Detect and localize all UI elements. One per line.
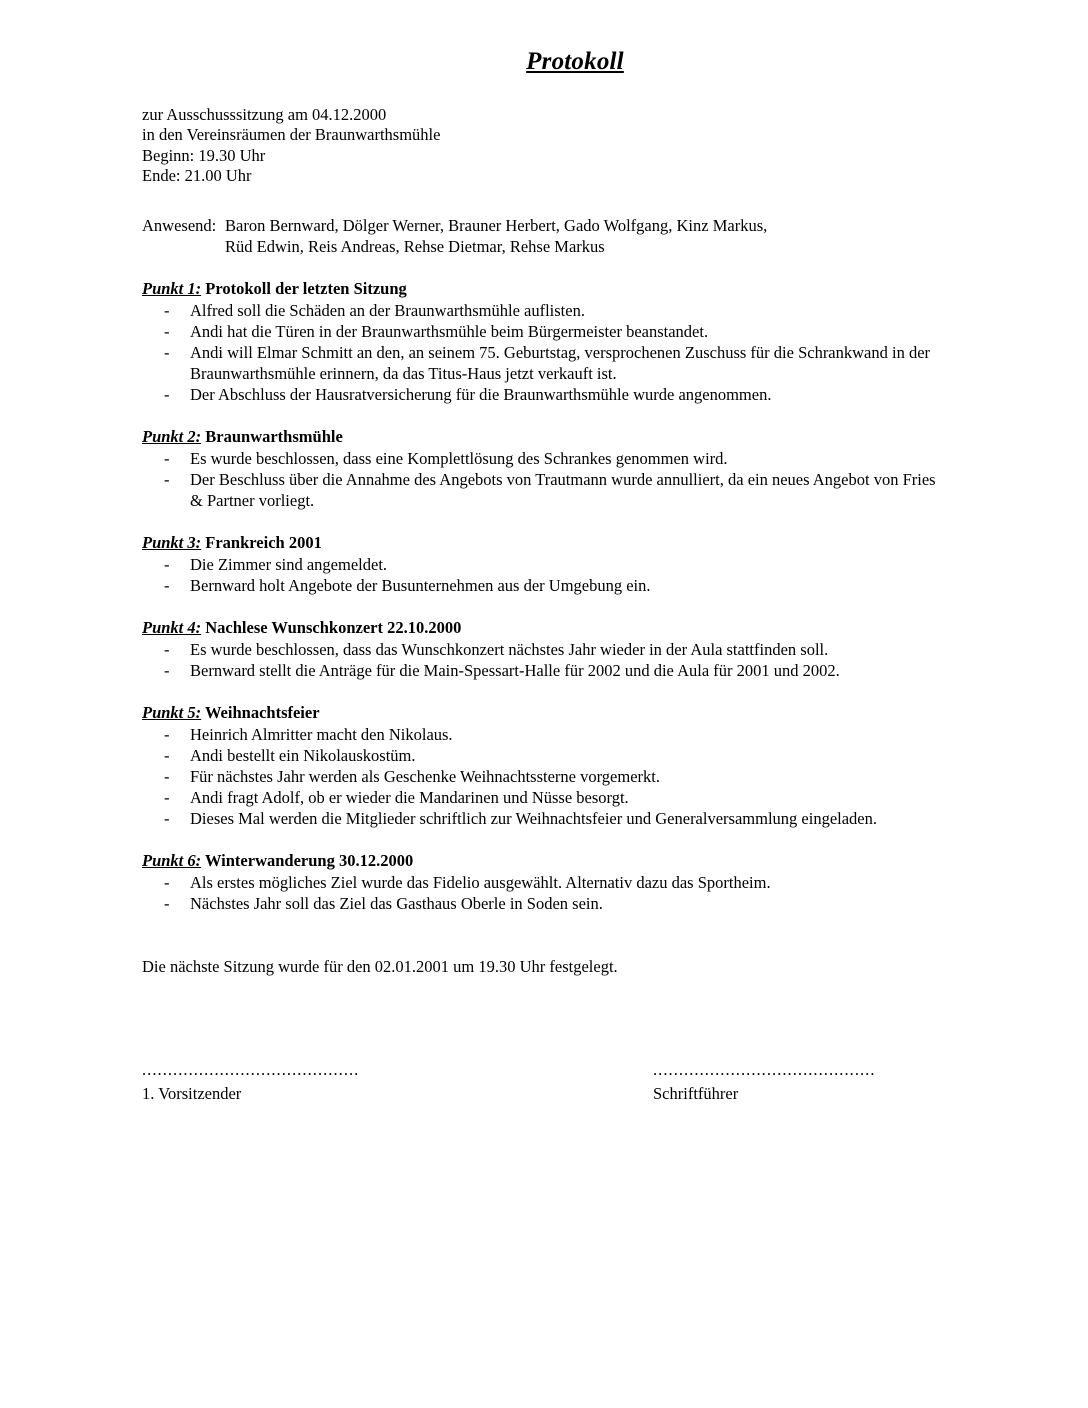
section-punkt-5 xyxy=(142,702,948,829)
signature-line-secretary: ........................................... xyxy=(653,1062,876,1077)
list-item-text: Es wurde beschlossen, dass eine Komplettlösung des Schrankes genommen wird. xyxy=(190,448,728,468)
punkt-label-2: Punkt 2: xyxy=(142,426,202,446)
punkt-title-text-1: Protokoll der letzten Sitzung xyxy=(205,278,407,298)
signature-column-secretary xyxy=(653,1063,948,1104)
punkt-title-text-5: Weihnachtsfeier xyxy=(204,702,320,722)
bullet-dash-icon: - xyxy=(164,384,170,404)
section-punkt-2 xyxy=(142,426,948,511)
bullet-dash-icon: - xyxy=(164,300,170,320)
bullet-dash-icon: - xyxy=(164,787,170,807)
list-item-text: Dieses Mal werden die Mitglieder schriftlich zur Weihnachtsfeier und Generalversammlung eingeladen. xyxy=(190,808,877,828)
document-content xyxy=(142,0,948,1104)
section-punkt-1 xyxy=(142,278,948,405)
attendees-label: Anwesend: xyxy=(142,215,217,235)
bullet-list-punkt-6 xyxy=(142,872,948,914)
punkt-label-6: Punkt 6: xyxy=(142,850,202,870)
list-item-text: Als erstes mögliches Ziel wurde das Fidelio ausgewählt. Alternativ dazu das Sportheim. xyxy=(190,872,771,892)
list-item xyxy=(142,448,948,469)
bullet-dash-icon: - xyxy=(164,808,170,828)
list-item xyxy=(142,342,948,384)
list-item-text: Andi bestellt ein Nikolauskostüm. xyxy=(190,745,416,765)
list-item xyxy=(142,575,948,596)
list-item-text: Für nächstes Jahr werden als Geschenke Weihnachtssterne vorgemerkt. xyxy=(190,766,660,786)
bullet-dash-icon: - xyxy=(164,893,170,913)
list-item xyxy=(142,321,948,342)
punkt-title-2 xyxy=(201,427,343,446)
punkt-title-3 xyxy=(201,533,322,552)
list-item-text: Alfred soll die Schäden an der Braunwarthsmühle auflisten. xyxy=(190,300,585,320)
punkt-title-6 xyxy=(201,851,413,870)
list-item-text: Heinrich Almritter macht den Nikolaus. xyxy=(190,724,453,744)
bullet-list-punkt-3 xyxy=(142,554,948,596)
section-heading-punkt-2 xyxy=(142,426,948,447)
bullet-dash-icon: - xyxy=(164,342,170,362)
list-item xyxy=(142,787,948,808)
punkt-label-5: Punkt 5: xyxy=(142,702,202,722)
section-punkt-6 xyxy=(142,850,948,914)
list-item xyxy=(142,469,948,511)
list-item-text: Bernward stellt die Anträge für die Main-Spessart-Halle für 2002 und die Aula für 2001 und 2002. xyxy=(190,660,840,680)
meta-line-occasion: zur Ausschusssitzung am 04.12.2000 xyxy=(142,104,387,124)
list-item xyxy=(142,639,948,660)
list-item-text: Andi hat die Türen in der Braunwarthsmühle beim Bürgermeister beanstandet. xyxy=(190,321,709,341)
section-heading-punkt-4 xyxy=(142,617,948,638)
meeting-meta-block xyxy=(142,105,948,187)
section-punkt-4 xyxy=(142,617,948,681)
bullet-dash-icon: - xyxy=(164,745,170,765)
punkt-title-text-3: Frankreich 2001 xyxy=(205,532,322,552)
punkt-label-1: Punkt 1: xyxy=(142,278,202,298)
section-punkt-3 xyxy=(142,532,948,596)
bullet-dash-icon: - xyxy=(164,575,170,595)
punkt-title-4 xyxy=(201,618,461,637)
list-item xyxy=(142,872,948,893)
bullet-dash-icon: - xyxy=(164,448,170,468)
signature-column-chairman xyxy=(142,1063,653,1104)
closing-statement: Die nächste Sitzung wurde für den 02.01.2001 um 19.30 Uhr festgelegt. xyxy=(142,956,618,976)
list-item xyxy=(142,745,948,766)
list-item-text: Nächstes Jahr soll das Ziel das Gasthaus Oberle in Soden sein. xyxy=(190,893,603,913)
list-item xyxy=(142,300,948,321)
list-item-text: Der Abschluss der Hausratversicherung für die Braunwarthsmühle wurde angenommen. xyxy=(190,384,772,404)
bullet-dash-icon: - xyxy=(164,724,170,744)
bullet-dash-icon: - xyxy=(164,554,170,574)
list-item xyxy=(142,808,948,829)
list-item xyxy=(142,554,948,575)
punkt-title-text-6: Winterwanderung 30.12.2000 xyxy=(204,850,414,870)
bullet-list-punkt-2 xyxy=(142,448,948,511)
punkt-title-5 xyxy=(201,703,319,722)
bullet-dash-icon: - xyxy=(164,639,170,659)
bullet-list-punkt-1 xyxy=(142,300,948,405)
section-heading-punkt-1 xyxy=(142,278,948,299)
attendees-first-row xyxy=(142,215,948,236)
list-item-text: Die Zimmer sind angemeldet. xyxy=(190,554,388,574)
signature-block xyxy=(142,1063,948,1104)
bullet-dash-icon: - xyxy=(164,321,170,341)
bullet-dash-icon: - xyxy=(164,872,170,892)
page-title: Protokoll xyxy=(526,48,624,75)
punkt-label-3: Punkt 3: xyxy=(142,532,202,552)
bullet-dash-icon: - xyxy=(164,766,170,786)
signature-line-chairman: .......................................... xyxy=(142,1062,360,1077)
section-heading-punkt-5 xyxy=(142,702,948,723)
punkt-title-1 xyxy=(201,279,407,298)
list-item xyxy=(142,766,948,787)
list-item xyxy=(142,384,948,405)
attendees-block xyxy=(142,215,948,257)
meta-line-starttime: Beginn: 19.30 Uhr xyxy=(142,145,266,165)
list-item xyxy=(142,893,948,914)
meta-line-endtime: Ende: 21.00 Uhr xyxy=(142,166,252,185)
list-item-text: Andi fragt Adolf, ob er wieder die Mandarinen und Nüsse besorgt. xyxy=(190,787,629,807)
list-item xyxy=(142,724,948,745)
list-item-text: Bernward holt Angebote der Busunternehmen aus der Umgebung ein. xyxy=(190,575,651,595)
list-item-text: Der Beschluss über die Annahme des Angebots von Trautmann wurde annulliert, da ein neues Angebot von Fries & Partner vorliegt. xyxy=(190,469,936,510)
section-heading-punkt-6 xyxy=(142,850,948,871)
bullet-dash-icon: - xyxy=(164,660,170,680)
punkt-title-text-2: Braunwarthsmühle xyxy=(205,426,343,446)
section-heading-punkt-3 xyxy=(142,532,948,553)
meta-line-location: in den Vereinsräumen der Braunwarthsmühle xyxy=(142,125,441,144)
attendees-names-line-2: Rüd Edwin, Reis Andreas, Rehse Dietmar, Rehse Markus xyxy=(225,236,605,256)
list-item-text: Es wurde beschlossen, dass das Wunschkonzert nächstes Jahr wieder in der Aula stattfinden soll. xyxy=(190,639,829,659)
list-item xyxy=(142,660,948,681)
signature-label-chairman: 1. Vorsitzender xyxy=(142,1083,242,1103)
bullet-list-punkt-5 xyxy=(142,724,948,829)
bullet-dash-icon: - xyxy=(164,469,170,489)
punkt-title-text-4: Nachlese Wunschkonzert 22.10.2000 xyxy=(205,617,462,637)
punkt-label-4: Punkt 4: xyxy=(142,617,202,637)
attendees-names-line-1: Baron Bernward, Dölger Werner, Brauner Herbert, Gado Wolfgang, Kinz Markus, xyxy=(225,215,768,235)
signature-label-secretary: Schriftführer xyxy=(653,1083,739,1103)
list-item-text: Andi will Elmar Schmitt an den, an seinem 75. Geburtstag, versprochenen Zuschuss für die Schrankwand in der Braunwarthsmühle erinnern, da das Titus-Haus jetzt verkauft ist. xyxy=(190,342,931,383)
bullet-list-punkt-4 xyxy=(142,639,948,681)
